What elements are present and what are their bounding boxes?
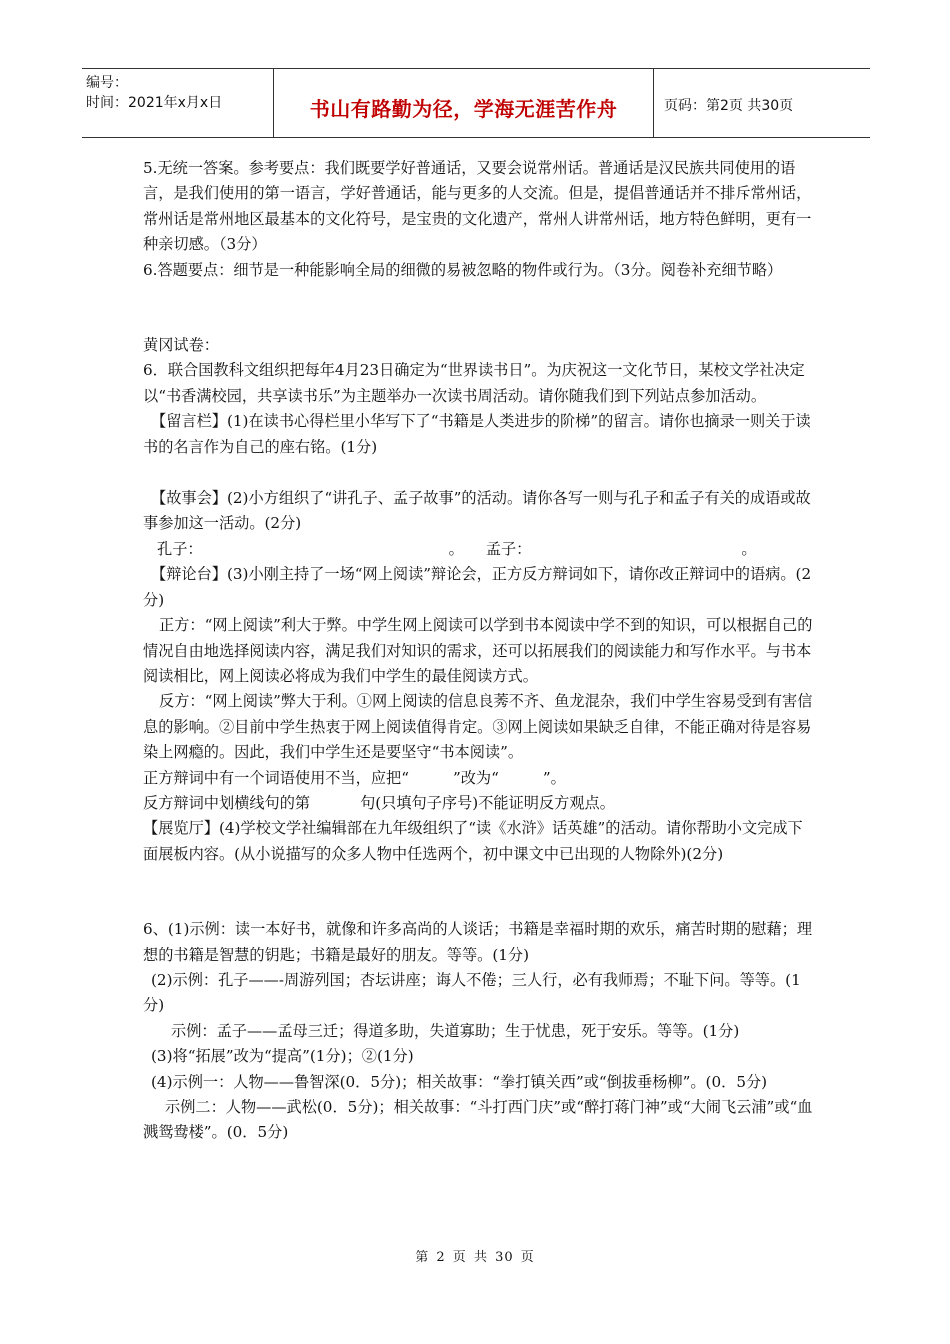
answer-6-2b: 示例：孟子——孟母三迁；得道多助，失道寡助；生于忧患，死于安乐。等等。(1分): [171, 1021, 740, 1040]
question-6-intro: 6．联合国教科文组织把每年4月23日确定为“世界读书日”。为庆祝这一文化节日，某校文学社决定以“书香满校园，共享读书乐”为主题举办一次读书周活动。请你随我们到下列站点参加活动。: [143, 361, 805, 405]
answer-6-4: (4)示例一：人物——鲁智深(0．5分)；相关故事：“拳打镇关西”或“倒拔垂杨柳”。(0．5分): [151, 1072, 768, 1091]
answer-6: 6.答题要点：细节是一种能影响全局的细微的易被忽略的物件或行为。（3分。阅卷补充细节略）: [143, 260, 783, 279]
answer-6-2: (2)示例：孔子——-周游列国；杏坛讲座；诲人不倦；三人行，必有我师焉；不耻下问。等等。(1分): [143, 970, 801, 1015]
header-page-info: 页码：第2页 共30页: [664, 98, 794, 114]
section-heading: 黄冈试卷：: [143, 336, 219, 355]
header-motto: 书山有路勤为径，学海无涯苦作舟: [274, 69, 654, 137]
header-number: 编号：: [86, 75, 128, 91]
fill-line-kongzi-mengzi: [143, 537, 813, 562]
question-6-2: 【故事会】(2)小方组织了“讲孔子、孟子故事”的活动。请你各写一则与孔子和孟子有关的成语或故事参加这一活动。(2分): [143, 489, 811, 533]
answer-6-3: (3)将“拓展”改为“提高”(1分)；②(1分): [151, 1047, 414, 1066]
mengzi-label: 孟子：: [485, 539, 532, 558]
answer-5: 5.无统一答案。参考要点：我们既要学好普通话，又要会说常州话。普通话是汉民族共同使用的语言，是我们使用的第一语言，学好普通话，能与更多的人交流。但是，提倡普通话并不排斥常州话，常州话是常州地区最基本的文化符号，是宝贵的文化遗产，常州人讲常州话，地方特色鲜明，更有一种亲切感。（3分）: [143, 159, 812, 254]
fill-line-2: 反方辩词中划横线句的第 句(只填句子序号)不能证明反方观点。: [143, 793, 615, 812]
question-6-1: 【留言栏】(1)在读书心得栏里小华写下了“书籍是人类进步的阶梯”的留言。请你也摘录一则关于读书的名言作为自己的座右铭。(1分): [143, 412, 811, 456]
footer-page-number: 2: [436, 1250, 446, 1265]
header-date: 时间：2021年x月x日: [86, 95, 223, 111]
kongzi-label: 孔子：: [157, 539, 203, 558]
question-6-4: 【展览厅】(4)学校文学社编辑部在九年级组织了“读《水浒》话英雄”的活动。请你帮助小文完成下面展板内容。(从小说描写的众多人物中任选两个，初中课文中已出现的人物除外)(2分): [143, 819, 803, 863]
page-footer: 第 2 页 共 30 页: [415, 1250, 535, 1265]
footer-total-pages: 30: [495, 1250, 514, 1265]
fill-line-1: 正方辩词中有一个词语使用不当，应把“ ”改为“ ”。: [143, 768, 566, 787]
period: 。: [741, 539, 757, 558]
document-body: [143, 156, 813, 1146]
answer-6-1: 6、(1)示例：读一本好书，就像和许多高尚的人谈话；书籍是幸福时期的欢乐，痛苦时期的慰藉；理想的书籍是智慧的钥匙；书籍是最好的朋友。等等。(1分): [143, 920, 813, 964]
page-header: [82, 68, 870, 138]
question-6-3: 【辩论台】(3)小刚主持了一场“网上阅读”辩论会，正方反方辩词如下，请你改正辩词中的语病。(2分): [143, 565, 812, 609]
debate-negative: 反方：“网上阅读”弊大于利。①网上阅读的信息良莠不齐、鱼龙混杂，我们中学生容易受到有害信息的影响。②目前中学生热衷于网上阅读值得肯定。③网上阅读如果缺乏自律，不能正确对待是容易染上网瘾的。因此，我们中学生还是要坚守“书本阅读”。: [143, 692, 813, 762]
header-meta: [82, 69, 274, 137]
answer-6-4b: 示例二：人物——武松(0．5分)；相关故事：“斗打西门庆”或“醉打蒋门神”或“大闹飞云浦”或“血溅鸳鸯楼”。(0．5分): [143, 1098, 813, 1142]
period: 。: [448, 539, 464, 558]
debate-affirmative: 正方：“网上阅读”利大于弊。中学生网上阅读可以学到书本阅读中学不到的知识，可以根据自己的情况自由地选择阅读内容，满足我们对知识的需求，还可以拓展我们的阅读能力和写作水平。与书本阅读相比，网上阅读必将成为我们中学生的最佳阅读方式。: [143, 616, 813, 685]
